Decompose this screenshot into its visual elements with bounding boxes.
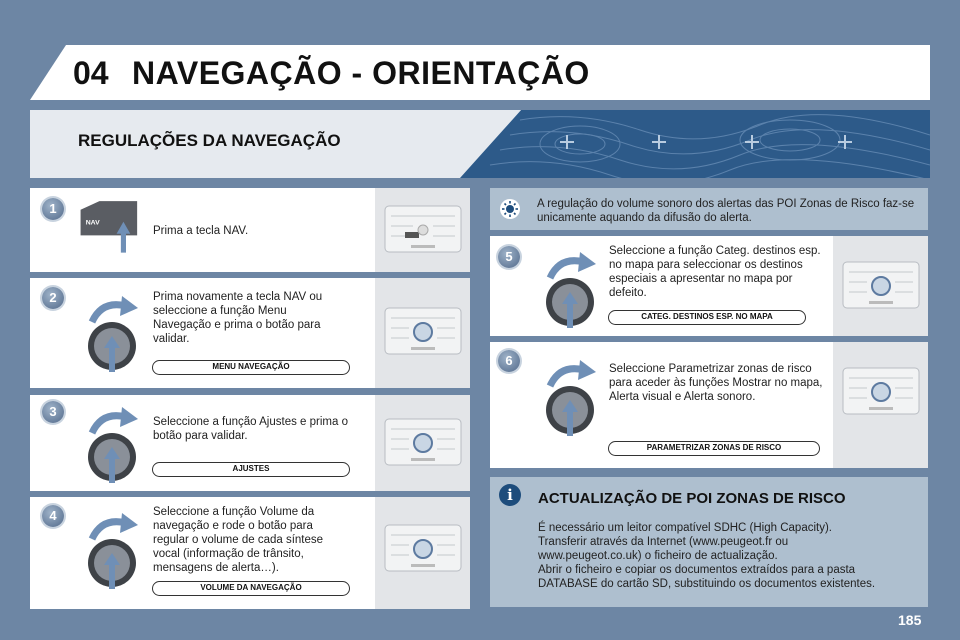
radio-unit-icon [383, 202, 463, 257]
menu-label-pill: AJUSTES [152, 462, 350, 477]
rotary-knob-icon [538, 356, 608, 436]
radio-unit-icon [383, 521, 463, 576]
radio-thumbnail [833, 236, 928, 336]
step-2-badge: 2 [42, 287, 64, 309]
step-4-badge: 4 [42, 505, 64, 527]
update-line: Abrir o ficheiro e copiar os documentos extraídos para a pasta [538, 564, 856, 576]
update-title: ACTUALIZAÇÃO DE POI ZONAS DE RISCO [538, 490, 846, 507]
rotary-knob-icon [80, 403, 150, 483]
update-line: Transferir através da Internet (www.peugeot.fr ou [538, 536, 789, 548]
menu-label-pill: MENU NAVEGAÇÃO [152, 360, 350, 375]
chapter-number: 04 [73, 55, 109, 91]
step-5-panel [490, 236, 928, 336]
update-line: É necessário um leitor compatível SDHC (High Capacity). [538, 522, 832, 534]
step-2-panel [30, 278, 470, 388]
update-line: DATABASE do cartão SD, substituindo os documentos existentes. [538, 578, 876, 590]
info-icon: i [499, 484, 521, 506]
step-6-panel [490, 342, 928, 468]
update-text [538, 521, 923, 591]
menu-label-pill: PARAMETRIZAR ZONAS DE RISCO [608, 441, 820, 456]
tip-text: A regulação do volume sonoro dos alertas das POI Zonas de Risco faz-se unicamente aquando da difusão do alerta. [537, 198, 915, 224]
step-6-text: Seleccione Parametrizar zonas de risco para aceder às funções Mostrar no mapa, Alerta visual e Alerta sonoro. [609, 363, 823, 403]
radio-thumbnail [375, 278, 470, 388]
step-5-badge: 5 [498, 246, 520, 268]
radio-unit-icon [383, 304, 463, 359]
tip-icon [499, 198, 521, 220]
update-line: www.peugeot.co.uk) o ficheiro de actualização. [538, 550, 778, 562]
step-1-text: Prima a tecla NAV. [153, 225, 249, 237]
radio-thumbnail [375, 497, 470, 609]
radio-thumbnail [375, 395, 470, 491]
rotary-knob-icon [80, 509, 150, 589]
step-2-text: Prima novamente a tecla NAV ou seleccione a função Menu Navegação e prima o botão para validar. [153, 291, 323, 345]
menu-label-pill: CATEG. DESTINOS ESP. NO MAPA [608, 310, 806, 325]
radio-thumbnail [833, 342, 928, 468]
step-1-panel [30, 188, 470, 272]
nav-key-label: NAV [85, 219, 100, 227]
step-5-text: Seleccione a função Categ. destinos esp. no mapa para seleccionar os destinos especiais a apresentar no mapa por defeito. [609, 245, 821, 299]
step-4-text: Seleccione a função Volume da navegação e rode o botão para regular o volume de cada síntese vocal (informação de trânsito, mensagens de alerta…). [153, 506, 324, 574]
step-3-text: Seleccione a função Ajustes e prima o botão para validar. [153, 416, 348, 442]
rotary-knob-icon [80, 292, 150, 372]
radio-unit-icon [841, 258, 921, 313]
nav-key-icon [68, 196, 148, 256]
step-3-panel [30, 395, 470, 491]
step-3-badge: 3 [42, 401, 64, 423]
section-title: REGULAÇÕES DA NAVEGAÇÃO [78, 131, 341, 150]
step-6-badge: 6 [498, 350, 520, 372]
rotary-knob-icon [538, 248, 608, 328]
page-number: 185 [898, 612, 922, 628]
radio-unit-icon [383, 415, 463, 470]
step-4-panel [30, 497, 470, 609]
radio-thumbnail [375, 188, 470, 272]
map-decoration [460, 110, 930, 178]
radio-unit-icon [841, 364, 921, 419]
page-title: NAVEGAÇÃO - ORIENTAÇÃO [132, 55, 590, 91]
menu-label-pill: VOLUME DA NAVEGAÇÃO [152, 581, 350, 596]
step-1-badge: 1 [42, 198, 64, 220]
